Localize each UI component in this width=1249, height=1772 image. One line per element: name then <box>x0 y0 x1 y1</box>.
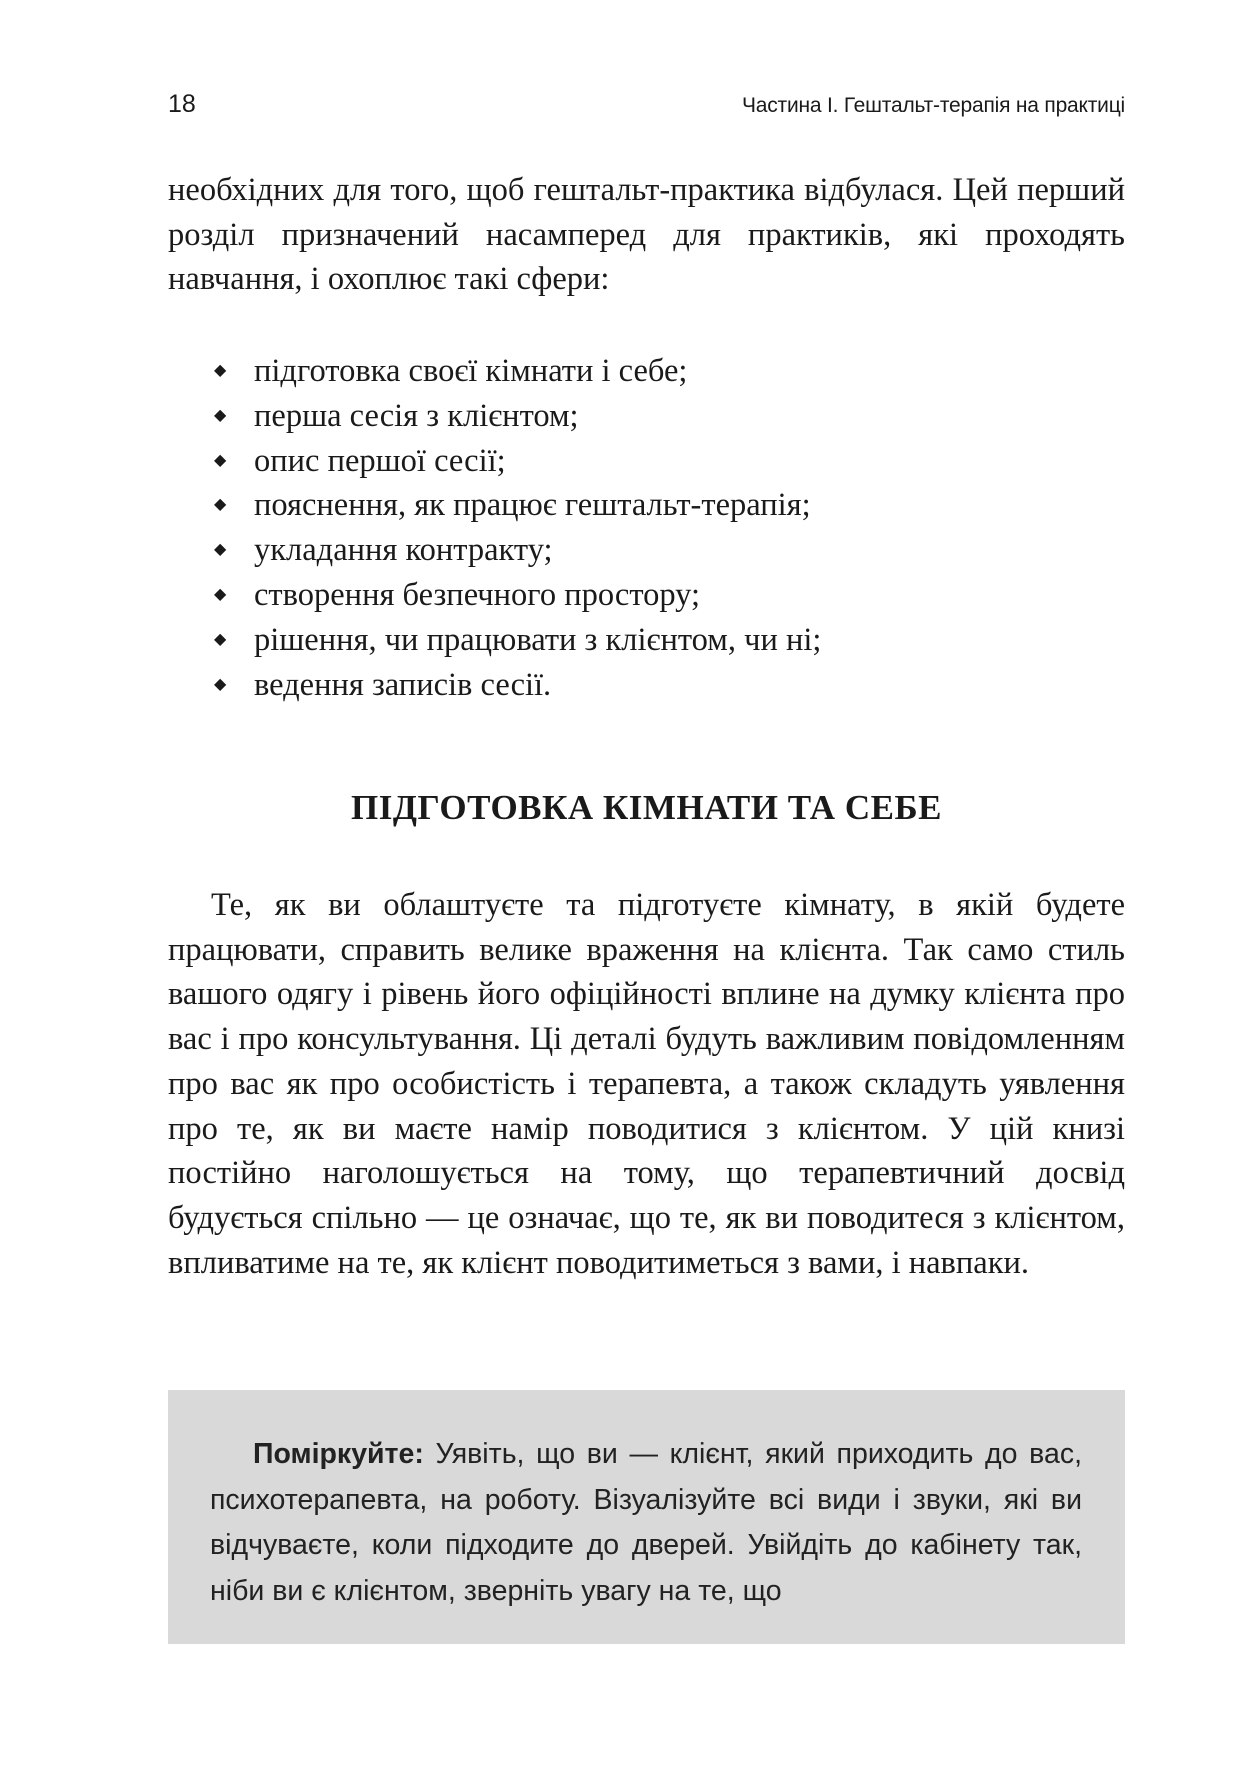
list-item <box>208 394 1108 439</box>
diamond-bullet-icon: ◆ <box>214 362 227 379</box>
list-item-text: пояснення, як працює гештальт-терапія; <box>254 487 811 524</box>
list-item <box>208 573 1108 618</box>
body-paragraph: Те, як ви облаштуєте та підготуєте кімнату, в якій будете працювати, справить велике враження на клієнта. Так само стиль вашого одягу і рівень його офіційності вплине на думку клієнта про вас і про консультування. Ці деталі будуть важливим повідомленням про вас як про особистість і терапевта, а також складуть уявлення про те, як ви маєте намір поводитися з клієнтом. У цій книзі постійно наголошується на тому, що терапевтичний досвід будується спільно — це означає, що те, як ви поводитеся з клієнтом, впливатиме на те, як клієнт поводитиметься з вами, і навпаки. <box>168 887 1125 1281</box>
list-item <box>208 349 1108 394</box>
diamond-bullet-icon: ◆ <box>214 496 227 514</box>
list-item-text: перша сесія з клієнтом; <box>254 397 579 434</box>
list-item <box>208 483 1108 528</box>
page-number: 18 <box>168 90 196 118</box>
callout-label: Поміркуйте: <box>253 1438 424 1470</box>
running-header <box>168 90 1125 119</box>
list-item <box>208 528 1108 573</box>
list-item-text: опис першої сесії; <box>254 442 506 479</box>
topics-list <box>208 349 1108 707</box>
list-item-text: рішення, чи працювати з клієнтом, чи ні; <box>254 621 822 658</box>
running-section-title: Частина І. Гештальт-терапія на практиці <box>741 94 1125 117</box>
callout-body: Уявіть, що ви — клієнт, який приходить до вас, психотерапевта, на роботу. Візуалізуйте всі види і звуки, які ви відчуваєте, коли підходите до дверей. Увійдіть до кабінету так, ніби ви є клієнтом, зверніть увагу на те, що <box>210 1438 1082 1607</box>
list-item-text: ведення записів сесії. <box>254 666 552 703</box>
diamond-bullet-icon: ◆ <box>214 406 227 424</box>
callout-text <box>210 1432 1082 1614</box>
diamond-bullet-icon: ◆ <box>214 541 227 559</box>
list-item-text: підготовка своєї кімнати і себе; <box>254 353 688 389</box>
diamond-bullet-icon: ◆ <box>214 675 227 693</box>
diamond-bullet-icon: ◆ <box>214 451 227 469</box>
reflection-callout-box <box>168 1390 1125 1644</box>
diamond-bullet-icon: ◆ <box>214 585 227 603</box>
list-item-text: створення безпечного простору; <box>254 576 701 613</box>
list-item <box>208 663 1108 708</box>
section-heading: ПІДГОТОВКА КІМНАТИ ТА СЕБЕ <box>351 788 942 827</box>
intro-paragraph: необхідних для того, щоб гештальт-практика відбулася. Цей перший розділ призначений насамперед для практиків, які проходять навчання, і охоплює такі сфери: <box>168 172 1125 298</box>
list-item <box>208 618 1108 663</box>
list-item-text: укладання контракту; <box>254 532 553 569</box>
list-item <box>208 439 1108 484</box>
diamond-bullet-icon: ◆ <box>214 630 227 648</box>
